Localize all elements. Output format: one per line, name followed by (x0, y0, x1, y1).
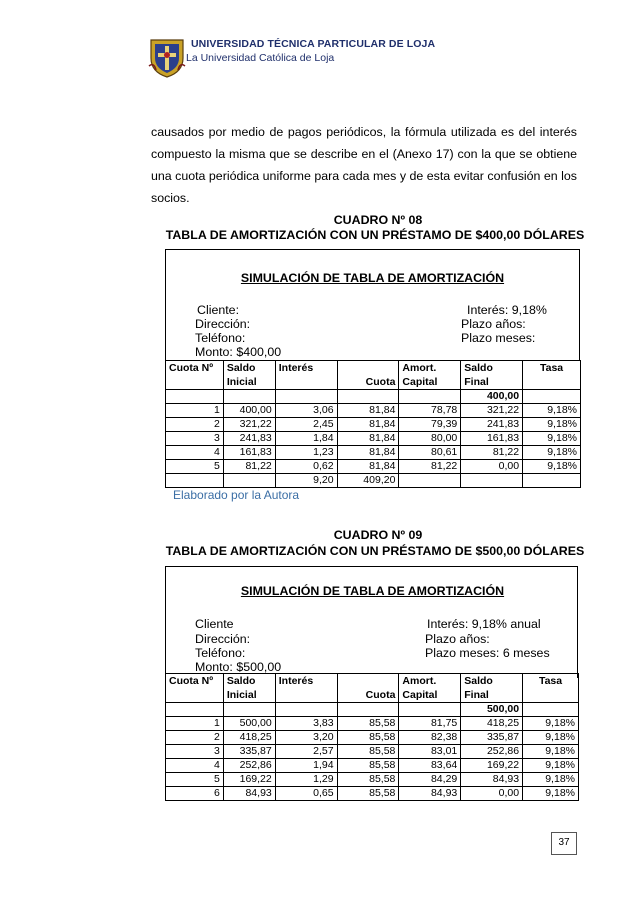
field-plazo-meses: Plazo meses: 6 meses (425, 646, 550, 660)
table-cell: 9,18% (523, 418, 581, 432)
paragraph-line: compuesto la misma que se describe en el (Anexo 17) con la que se obtiene (151, 147, 577, 161)
table-cell: 84,93 (461, 773, 523, 787)
table-cell: 241,83 (461, 418, 523, 432)
table-cell: 9,18% (523, 404, 581, 418)
table-header-row (166, 674, 579, 703)
body-paragraph (151, 121, 577, 209)
table-row (166, 717, 579, 731)
table-row (166, 745, 579, 759)
table-cell: 83,01 (399, 745, 461, 759)
cuadro-08-subtitle: TABLA DE AMORTIZACIÓN CON UN PRÉSTAMO DE $400,00 DÓLARES (165, 228, 585, 242)
col-header: Cuota (337, 361, 399, 390)
table-cell: 6 (166, 787, 224, 801)
table-cell: 3 (166, 745, 224, 759)
amortization-table-08 (165, 360, 581, 488)
table-cell: 84,29 (399, 773, 461, 787)
table-cell: 81,84 (337, 418, 399, 432)
table-cell: 9,18% (523, 432, 581, 446)
table-cell: 169,22 (461, 759, 523, 773)
table-cell: 418,25 (223, 731, 275, 745)
table-cell: 1,94 (275, 759, 337, 773)
field-plazo-meses: Plazo meses: (461, 331, 536, 345)
table-cell: 84,93 (399, 787, 461, 801)
box-top-border (165, 566, 578, 567)
field-telefono: Teléfono: (195, 331, 246, 345)
table-cell: 3,06 (275, 404, 337, 418)
cuadro-09-title: CUADRO Nº 09 (333, 528, 423, 542)
total-interes: 9,20 (275, 474, 337, 488)
table-cell: 83,64 (399, 759, 461, 773)
field-telefono: Teléfono: (195, 646, 246, 660)
table-cell: 4 (166, 759, 224, 773)
col-header: Cuota Nº (166, 674, 224, 703)
box-right-border (579, 249, 580, 361)
table-cell: 82,38 (399, 731, 461, 745)
table-cell: 9,18% (523, 759, 579, 773)
table-cell: 2 (166, 731, 224, 745)
table-cell: 321,22 (461, 404, 523, 418)
paragraph-line: causados por medio de pagos periódicos, la fórmula utilizada es del interés (151, 125, 577, 139)
field-interes: Interés: 9,18% anual (427, 617, 541, 631)
field-plazo-anios: Plazo años: (425, 632, 490, 646)
table-cell: 78,78 (399, 404, 461, 418)
table-cell: 161,83 (461, 432, 523, 446)
table-cell: 3,20 (275, 731, 337, 745)
table-cell: 9,18% (523, 717, 579, 731)
page-number: 37 (551, 832, 577, 855)
table-row (166, 460, 581, 474)
cuadro-08-title: CUADRO Nº 08 (333, 213, 423, 227)
col-header: Tasa (523, 361, 581, 390)
table-cell: 9,18% (523, 731, 579, 745)
table-cell: 9,18% (523, 787, 579, 801)
field-direccion: Dirección: (195, 632, 251, 646)
total-cuota: 409,20 (337, 474, 399, 488)
table-cell: 85,58 (337, 731, 399, 745)
table-cell: 241,83 (223, 432, 275, 446)
table-row (166, 390, 581, 404)
university-crest-icon (148, 36, 186, 78)
table-cell: 2,57 (275, 745, 337, 759)
table-cell: 81,84 (337, 446, 399, 460)
box-right-border (577, 566, 578, 678)
table-row (166, 759, 579, 773)
table-row (166, 418, 581, 432)
box-left-border (165, 566, 166, 678)
table-cell: 418,25 (461, 717, 523, 731)
initial-balance: 500,00 (461, 703, 523, 717)
field-cliente: Cliente: (197, 303, 240, 317)
table-cell: 0,62 (275, 460, 337, 474)
table-row (166, 404, 581, 418)
table-cell: 81,84 (337, 404, 399, 418)
box-top-border (165, 249, 580, 250)
col-header: Cuota (337, 674, 399, 703)
table-cell: 0,65 (275, 787, 337, 801)
table-cell: 2,45 (275, 418, 337, 432)
source-note: Elaborado por la Autora (173, 488, 300, 502)
table-cell: 1,29 (275, 773, 337, 787)
table-cell: 335,87 (223, 745, 275, 759)
table-cell: 1 (166, 404, 224, 418)
simulation-title: SIMULACIÓN DE TABLA DE AMORTIZACIÓN (240, 271, 505, 285)
table-cell: 169,22 (223, 773, 275, 787)
table-cell: 85,58 (337, 773, 399, 787)
table-totals-row (166, 474, 581, 488)
col-header: Amort. Capital (399, 361, 461, 390)
table-cell: 335,87 (461, 731, 523, 745)
table-cell: 85,58 (337, 717, 399, 731)
col-header: Cuota Nº (166, 361, 224, 390)
col-header: Saldo Inicial (223, 361, 275, 390)
box-left-border (165, 249, 166, 361)
table-cell: 80,61 (399, 446, 461, 460)
table-cell: 1 (166, 717, 224, 731)
table-cell: 84,93 (223, 787, 275, 801)
table-cell: 321,22 (223, 418, 275, 432)
field-monto: Monto: $400,00 (195, 345, 282, 359)
col-header: Saldo Final (461, 674, 523, 703)
table-cell: 0,00 (461, 787, 523, 801)
table-row (166, 432, 581, 446)
table-cell: 500,00 (223, 717, 275, 731)
table-cell: 400,00 (223, 404, 275, 418)
initial-balance: 400,00 (461, 390, 523, 404)
col-header: Saldo Inicial (223, 674, 275, 703)
table-cell: 81,75 (399, 717, 461, 731)
table-cell: 252,86 (461, 745, 523, 759)
table-cell: 161,83 (223, 446, 275, 460)
university-subtitle: La Universidad Católica de Loja (186, 52, 335, 64)
field-plazo-anios: Plazo años: (461, 317, 526, 331)
table-cell: 85,58 (337, 759, 399, 773)
table-row (166, 787, 579, 801)
table-cell: 252,86 (223, 759, 275, 773)
table-cell: 81,22 (461, 446, 523, 460)
table-cell: 0,00 (461, 460, 523, 474)
col-header: Saldo Final (461, 361, 523, 390)
table-row (166, 446, 581, 460)
table-row (166, 703, 579, 717)
table-cell: 5 (166, 460, 224, 474)
col-header: Interés (275, 361, 337, 390)
table-cell: 9,18% (523, 773, 579, 787)
table-cell: 5 (166, 773, 224, 787)
table-cell: 80,00 (399, 432, 461, 446)
table-header-row (166, 361, 581, 390)
table-cell: 81,22 (399, 460, 461, 474)
table-cell: 3,83 (275, 717, 337, 731)
field-interes: Interés: 9,18% (467, 303, 547, 317)
paragraph-line: socios. (151, 191, 190, 205)
table-cell: 3 (166, 432, 224, 446)
table-cell: 81,22 (223, 460, 275, 474)
table-cell: 1,23 (275, 446, 337, 460)
table-cell: 85,58 (337, 745, 399, 759)
table-cell: 4 (166, 446, 224, 460)
table-cell: 79,39 (399, 418, 461, 432)
field-monto: Monto: $500,00 (195, 660, 282, 674)
table-cell: 1,84 (275, 432, 337, 446)
table-row (166, 773, 579, 787)
paragraph-line: una cuota periódica uniforme para cada mes y de esta evitar confusión en los (151, 169, 577, 183)
col-header: Tasa (523, 674, 579, 703)
simulation-title: SIMULACIÓN DE TABLA DE AMORTIZACIÓN (240, 584, 505, 598)
amortization-table-09 (165, 673, 579, 801)
cuadro-09-subtitle: TABLA DE AMORTIZACIÓN CON UN PRÉSTAMO DE $500,00 DÓLARES (165, 544, 585, 558)
field-direccion: Dirección: (195, 317, 251, 331)
table-cell: 9,18% (523, 745, 579, 759)
table-cell: 85,58 (337, 787, 399, 801)
table-cell: 2 (166, 418, 224, 432)
university-name: UNIVERSIDAD TÉCNICA PARTICULAR DE LOJA (191, 38, 436, 50)
table-cell: 9,18% (523, 460, 581, 474)
table-cell: 9,18% (523, 446, 581, 460)
table-cell: 81,84 (337, 460, 399, 474)
col-header: Interés (275, 674, 337, 703)
table-row (166, 731, 579, 745)
table-cell: 81,84 (337, 432, 399, 446)
col-header: Amort. Capital (399, 674, 461, 703)
field-cliente: Cliente (195, 617, 234, 631)
